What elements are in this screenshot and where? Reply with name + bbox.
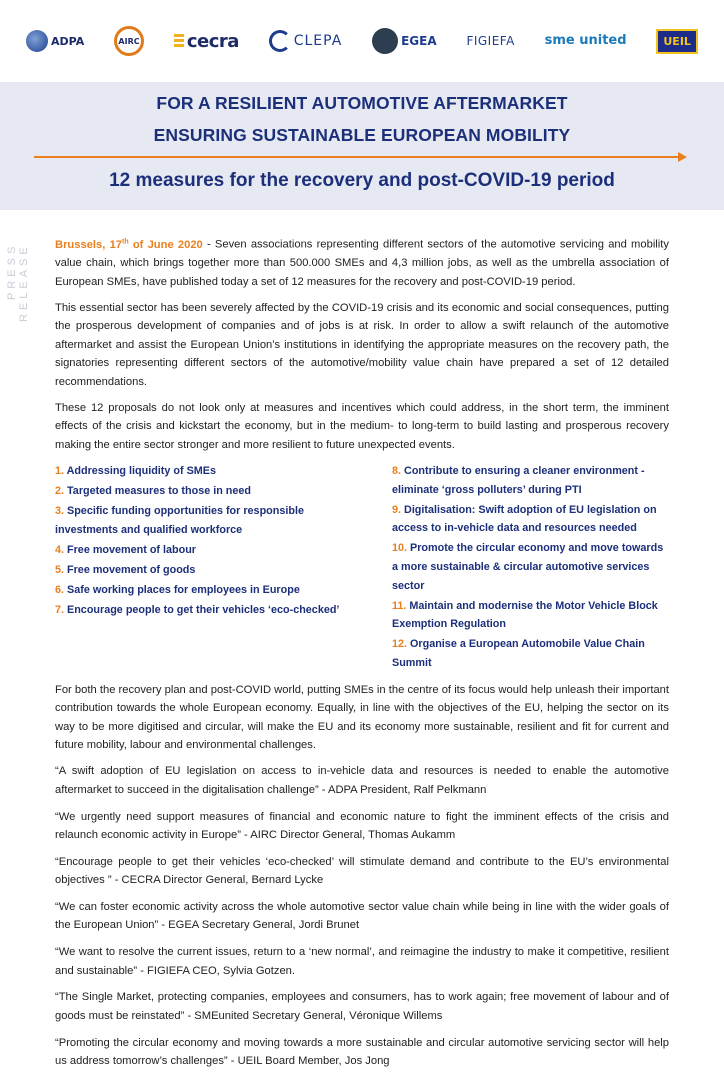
- measure-item: [392, 597, 669, 634]
- measure-item: [392, 635, 669, 672]
- title-line-1: FOR A RESILIENT AUTOMOTIVE AFTERMARKET: [156, 93, 568, 113]
- measure-number: 10.: [392, 542, 408, 555]
- paragraph-4: For both the recovery plan and post-COVID world, putting SMEs in the centre of its focus would help unleash their important contribution towards the whole European economy. Equally, in line with the objectives of the EU, helping the sector on its way to be more digitised and circular, will make the EU and its economy more sustainable, resilient and fit for current and future mobility, labour and environmental challenges.: [55, 683, 669, 751]
- measure-text: Maintain and modernise the Motor Vehicle Block Exemption Regulation: [392, 599, 658, 631]
- measure-item: [392, 462, 669, 499]
- quote-adpa: “A swift adoption of EU legislation on access to in-vehicle data and resources is needed to enable the automotive aftermarket to succeed in the digitalisation challenge” - ADPA President, Ralf Pelkmann: [55, 765, 669, 796]
- title-line-2: ENSURING SUSTAINABLE EUROPEAN MOBILITY: [153, 125, 571, 145]
- measures-left-column: [55, 462, 362, 673]
- title-divider: [34, 156, 680, 158]
- measure-number: 11.: [392, 599, 407, 612]
- figiefa-logo-text: FIGIEFA: [466, 34, 515, 48]
- press-release-body: [55, 233, 669, 1079]
- measure-number: 1.: [55, 465, 65, 478]
- paragraph-3: These 12 proposals do not look only at measures and incentives which could address, in the short term, the imminent effects of the crisis and kickstart the economy, but in the medium- to long-term to build lasting and prosperous recovery making the entire sector stronger and more resilient to future unexpected events.: [55, 401, 669, 451]
- measure-item: [392, 539, 669, 595]
- airc-logo-icon: [114, 26, 144, 56]
- paragraph-2: This essential sector has been severely affected by the COVID-19 crisis and its economic and social consequences, putting the prosperous development of companies and of jobs is at risk. In order to allow a swift relaunch of the automotive aftermarket and assist the European Union’s institutions in identifying the appropriate measures on the recovery path, the signatories representing different sectors of the automotive/mobility value chain have prepared a set of 12 detailed recommendations.: [55, 301, 669, 388]
- measure-item: [55, 482, 362, 501]
- measure-number: 4.: [55, 543, 65, 556]
- measure-number: 9.: [392, 503, 402, 516]
- egea-logo-text: EGEA: [401, 34, 437, 48]
- measure-text: Free movement of goods: [64, 563, 196, 576]
- smeunited-logo-text: sme united: [544, 33, 627, 48]
- measure-number: 12.: [392, 638, 408, 651]
- measure-text: Encourage people to get their vehicles ‘eco-checked’: [64, 603, 340, 616]
- measure-number: 6.: [55, 583, 65, 596]
- measure-number: 8.: [392, 465, 402, 478]
- clepa-logo-icon: [269, 30, 291, 52]
- figiefa-logo: [466, 34, 514, 48]
- measure-item: [55, 601, 362, 620]
- dateline-month: of June 2020: [128, 238, 203, 251]
- adpa-logo-text: ADPA: [51, 34, 85, 48]
- measure-text: Specific funding opportunities for responsible investments and qualified workforce: [55, 505, 304, 536]
- measure-number: 2.: [55, 485, 65, 498]
- measure-text: Contribute to ensuring a cleaner environment - eliminate ‘gross polluters’ during PTI: [392, 465, 645, 496]
- ueil-logo-text: UEIL: [656, 29, 698, 54]
- cecra-logo-text: cecra: [186, 30, 239, 52]
- quote-smeunited: “The Single Market, protecting companies, employees and consumers, has to work again; free movement of labour and of goods must be reinstated” - SMEunited Secretary General, Véronique Willems: [55, 991, 669, 1022]
- measure-text: Digitalisation: Swift adoption of EU legislation on access to in-vehicle data and resources needed: [392, 503, 657, 535]
- measure-text: Safe working places for employees in Europe: [64, 583, 300, 596]
- cecra-logo: [174, 31, 239, 52]
- quote-airc: “We urgently need support measures of financial and economic nature to fight the imminent effects of the crisis and relaunch economic activity in Europe” - AIRC Director General, Thomas Aukamm: [55, 810, 669, 841]
- clepa-logo-text: CLEPA: [293, 33, 343, 49]
- measure-number: 5.: [55, 563, 65, 576]
- quote-cecra: “Encourage people to get their vehicles ‘eco-checked’ will stimulate demand and contribute to the EU’s environmental objectives ” - CECRA Director General, Bernard Lycke: [55, 855, 669, 887]
- ueil-logo: [656, 29, 698, 54]
- measure-item: [55, 541, 362, 560]
- intro-text: - Seven associations representing different sectors of the automotive servicing and mobility value chain, which brings together more than 500.000 SMEs and 4,3 million jobs, as well as the umbrella association of European SMEs, have published today a set of 12 measures for the recovery and post-COVID-19 period.: [55, 238, 669, 288]
- measure-number: 7.: [55, 603, 65, 616]
- measure-item: [392, 501, 669, 538]
- quote-ueil: “Promoting the circular economy and moving towards a more sustainable and circular automotive servicing sector will help us address tomorrow’s challenges” - UEIL Board Member, Jos Jong: [55, 1036, 669, 1067]
- clepa-logo: [269, 30, 343, 52]
- smeunited-logo: [545, 35, 627, 47]
- measure-text: Promote the circular economy and move towards a more sustainable & circular automotive services sector: [392, 542, 664, 592]
- measure-text: Organise a European Automobile Value Chain Summit: [392, 638, 645, 669]
- measures-right-column: [362, 462, 669, 673]
- egea-logo-icon: [372, 28, 398, 54]
- measure-number: 3.: [55, 505, 65, 518]
- press-release-label: PRESS RELEASE: [6, 243, 30, 322]
- egea-logo: [372, 28, 437, 54]
- arrow-right-icon: [678, 152, 687, 162]
- adpa-logo-icon: [26, 30, 48, 52]
- measure-text: Addressing liquidity of SMEs: [64, 465, 216, 478]
- measure-text: Free movement of labour: [64, 543, 197, 556]
- measure-item: [55, 462, 362, 481]
- dateline-sup: th: [122, 238, 129, 245]
- measures-list: [55, 462, 669, 673]
- quote-egea: “We can foster economic activity across the whole automotive sector value chain while being in line with the wider goals of the European Union” - EGEA Secretary General, Jordi Brunet: [55, 900, 669, 932]
- intro-paragraph: [55, 233, 669, 291]
- measure-item: [55, 581, 362, 600]
- measure-text: Targeted measures to those in need: [64, 485, 252, 498]
- measure-item: [55, 561, 362, 580]
- quote-figiefa: “We want to resolve the current issues, return to a ‘new normal’, and reimagine the industry to make it competitive, resilient and sustainable” - FIGIEFA CEO, Sylvia Gotzen.: [55, 946, 669, 977]
- airc-logo: [114, 26, 144, 56]
- subtitle: 12 measures for the recovery and post-COVID-19 period: [109, 170, 615, 191]
- measure-item: [55, 502, 362, 539]
- airc-logo-text: AIRC: [118, 36, 140, 46]
- logo-bar: [0, 0, 724, 82]
- dateline-day: Brussels, 17: [55, 238, 123, 251]
- adpa-logo: [26, 30, 84, 52]
- dateline: [55, 239, 203, 251]
- cecra-logo-icon: [174, 34, 184, 48]
